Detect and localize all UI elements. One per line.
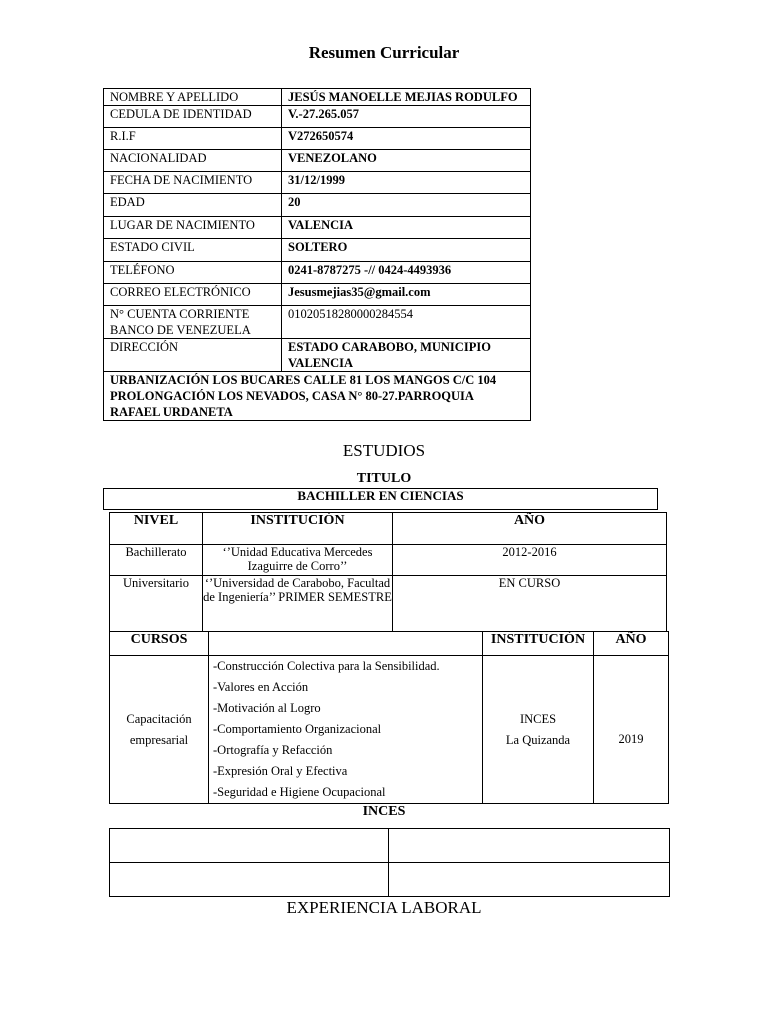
study-year: EN CURSO bbox=[393, 576, 667, 632]
field-value: 31/12/1999 bbox=[282, 172, 531, 194]
empty-cell bbox=[389, 863, 670, 897]
course-type-line: Capacitación bbox=[126, 711, 192, 726]
table-row bbox=[104, 172, 531, 194]
table-row bbox=[104, 150, 531, 172]
studies-table bbox=[109, 512, 667, 632]
field-value: VALENCIA bbox=[282, 217, 531, 239]
table-row bbox=[110, 576, 667, 632]
inces-heading: INCES bbox=[362, 804, 406, 819]
field-label: DIRECCIÓN bbox=[104, 339, 282, 372]
column-header-anio: AÑO bbox=[594, 632, 669, 656]
study-year: 2012-2016 bbox=[393, 545, 667, 576]
field-value: 0241-8787275 -// 0424-4493936 bbox=[282, 262, 531, 284]
table-header-row bbox=[110, 632, 669, 656]
table-row bbox=[110, 545, 667, 576]
empty-cell bbox=[110, 863, 389, 897]
field-value: V272650574 bbox=[282, 128, 531, 150]
course-year: 2019 bbox=[594, 656, 669, 804]
field-value: 20 bbox=[282, 194, 531, 217]
table-row bbox=[104, 306, 531, 339]
field-label: EDAD bbox=[104, 194, 282, 217]
table-header-row bbox=[110, 513, 667, 545]
field-label: CORREO ELECTRÓNICO bbox=[104, 284, 282, 306]
study-institution: ‘’Universidad de Carabobo, Facultad de Ingeniería’’ PRIMER SEMESTRE bbox=[203, 576, 393, 632]
table-row bbox=[110, 829, 670, 863]
table-row bbox=[104, 217, 531, 239]
titulo-value: BACHILLER EN CIENCIAS bbox=[103, 488, 658, 510]
table-row bbox=[104, 239, 531, 262]
course-type-line: empresarial bbox=[129, 732, 189, 747]
studies-heading: ESTUDIOS bbox=[342, 441, 426, 460]
column-header-institucion: INSTITUCIÓN bbox=[483, 632, 594, 656]
address-full: URBANIZACIÓN LOS BUCARES CALLE 81 LOS MANGOS C/C 104 PROLONGACIÓN LOS NEVADOS, CASA N° 80-27.PARROQUIA RAFAEL URDANETA bbox=[104, 372, 531, 421]
inces-empty-table bbox=[109, 828, 670, 897]
field-value: V.-27.265.057 bbox=[282, 106, 531, 128]
table-row bbox=[104, 372, 531, 421]
page-title: Resumen Curricular bbox=[308, 43, 460, 62]
study-institution: ‘’Unidad Educativa Mercedes Izaguirre de Corro’’ bbox=[203, 545, 393, 576]
course-institution bbox=[483, 656, 594, 804]
table-row bbox=[104, 89, 531, 106]
course-institution-line: La Quizanda bbox=[505, 732, 571, 747]
table-row bbox=[104, 262, 531, 284]
personal-info-table bbox=[103, 88, 531, 421]
experience-heading: EXPERIENCIA LABORAL bbox=[286, 898, 482, 917]
field-label: LUGAR DE NACIMIENTO bbox=[104, 217, 282, 239]
field-label: CEDULA DE IDENTIDAD bbox=[104, 106, 282, 128]
column-header-blank bbox=[209, 632, 483, 656]
field-label: NOMBRE Y APELLIDO bbox=[104, 89, 282, 106]
field-label: ESTADO CIVIL bbox=[104, 239, 282, 262]
table-row bbox=[104, 106, 531, 128]
field-value: SOLTERO bbox=[282, 239, 531, 262]
table-row bbox=[110, 863, 670, 897]
study-level: Universitario bbox=[110, 576, 203, 632]
field-label: TELÉFONO bbox=[104, 262, 282, 284]
empty-cell bbox=[389, 829, 670, 863]
field-value: ESTADO CARABOBO, MUNICIPIO VALENCIA bbox=[282, 339, 531, 372]
list-item: -Valores en Acción bbox=[213, 680, 309, 694]
field-label: FECHA DE NACIMIENTO bbox=[104, 172, 282, 194]
list-item: -Comportamiento Organizacional bbox=[213, 722, 382, 736]
list-item: -Ortografía y Refacción bbox=[213, 743, 333, 757]
column-header-nivel: NIVEL bbox=[110, 513, 203, 545]
column-header-cursos: CURSOS bbox=[110, 632, 209, 656]
column-header-anio: AÑO bbox=[393, 513, 667, 545]
courses-table bbox=[109, 631, 669, 804]
field-label: NACIONALIDAD bbox=[104, 150, 282, 172]
table-row bbox=[104, 284, 531, 306]
course-type bbox=[110, 656, 209, 804]
column-header-institucion: INSTITUCIÓN bbox=[203, 513, 393, 545]
list-item: -Seguridad e Higiene Ocupacional bbox=[213, 785, 386, 799]
table-row bbox=[104, 339, 531, 372]
list-item: -Motivación al Logro bbox=[213, 701, 321, 715]
list-item: -Expresión Oral y Efectiva bbox=[213, 764, 348, 778]
field-value: Jesusmejias35@gmail.com bbox=[282, 284, 531, 306]
course-institution-line: INCES bbox=[519, 711, 557, 726]
list-item: -Construcción Colectiva para la Sensibilidad. bbox=[213, 659, 440, 673]
titulo-label: TITULO bbox=[356, 471, 412, 486]
table-row bbox=[104, 128, 531, 150]
field-value: 01020518280000284554 bbox=[282, 306, 531, 339]
study-level: Bachillerato bbox=[110, 545, 203, 576]
course-list bbox=[209, 656, 483, 804]
field-value: VENEZOLANO bbox=[282, 150, 531, 172]
empty-cell bbox=[110, 829, 389, 863]
field-label: N° CUENTA CORRIENTE BANCO DE VENEZUELA bbox=[104, 306, 282, 339]
field-label: R.I.F bbox=[104, 128, 282, 150]
table-row bbox=[104, 194, 531, 217]
table-row bbox=[110, 656, 669, 804]
field-value: JESÚS MANOELLE MEJIAS RODULFO bbox=[282, 89, 531, 106]
